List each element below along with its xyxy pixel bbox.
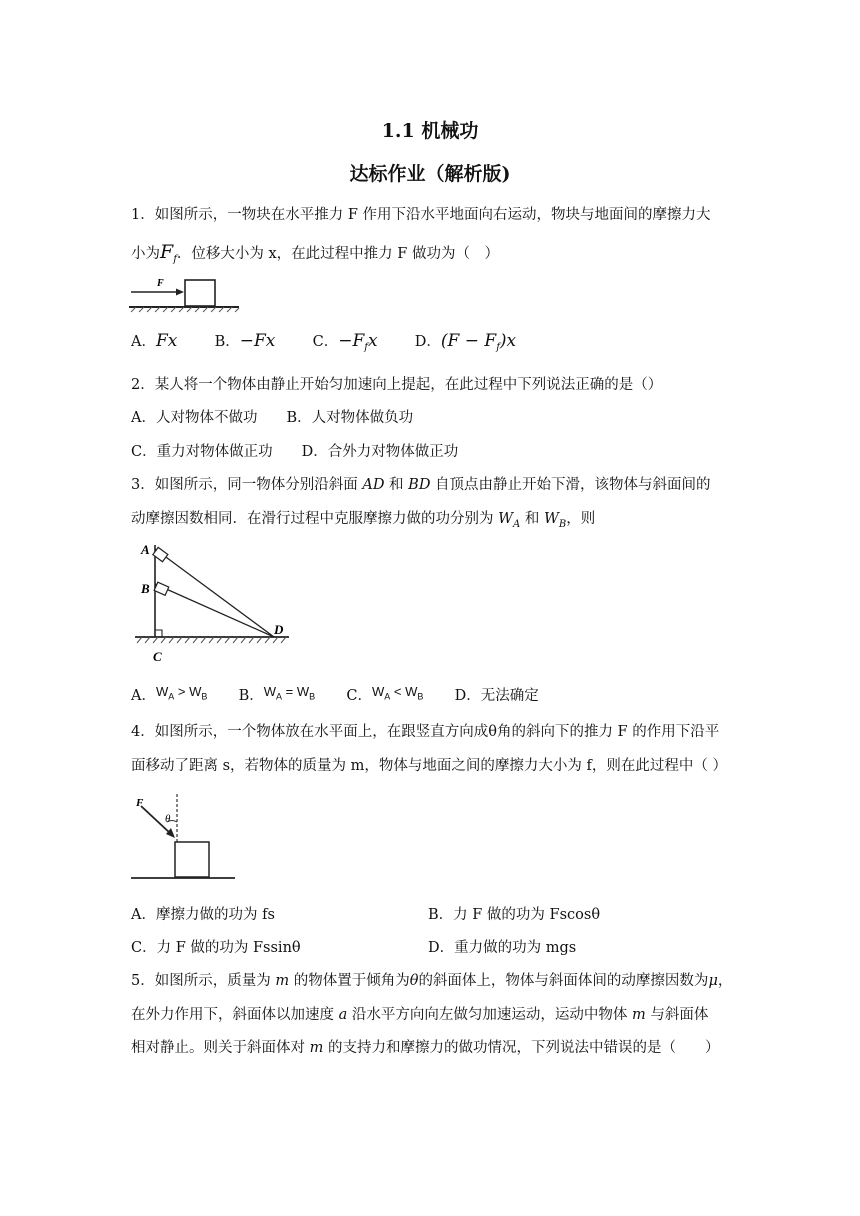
q5-stem-line3: 相对静止。则关于斜面体对 m 的支持力和摩擦力的做功情况，下列说法中错误的是（ ）: [131, 1040, 720, 1056]
q1-option-d[interactable]: D．$(F - F_f)x$: [414, 331, 517, 353]
q4-stem-line2: 面移动了距离 s，若物体的质量为 m，物体与地面之间的摩擦力大小为 f，则在此过程中（ ）: [131, 758, 727, 774]
q3-option-c[interactable]: C．$W_A < W_B$: [346, 684, 424, 704]
q1-option-a[interactable]: A．Fx: [131, 331, 178, 351]
q3-figure: [129, 535, 294, 665]
q4-option-c[interactable]: C．力 F 做的功为 Fssinθ: [131, 940, 301, 956]
q1-stem-line1: 1．如图所示，一物块在水平推力 F 作用下沿水平地面向右运动，物块与地面间的摩擦力大: [131, 207, 711, 223]
q4-stem-line1: 4．如图所示，一个物体放在水平面上，在跟竖直方向成θ角的斜向下的推力 F 的作用下沿平: [131, 724, 720, 740]
ground-hatch: [137, 637, 286, 643]
block-on-bd: [154, 582, 169, 595]
q3-stem-line2: 动摩擦因数相同．在滑行过程中克服摩擦力做的功分别为 $W_A$ 和 $W_B$，则: [131, 511, 596, 530]
q2-options-row1[interactable]: A．人对物体不做功 B．人对物体做负功: [131, 410, 414, 426]
q3-stem-line1: 3．如图所示，同一物体分别沿斜面 AD 和 BD 自顶点由静止开始下滑，该物体与斜面间的: [131, 477, 711, 493]
q3-options: [131, 684, 539, 706]
label-d: D: [274, 622, 284, 637]
label-a: A: [141, 542, 150, 557]
q3-option-d[interactable]: D．无法确定: [454, 688, 539, 704]
q2-stem: 2．某人将一个物体由静止开始匀加速向上提起，在此过程中下列说法正确的是（）: [131, 377, 663, 393]
q3-option-b[interactable]: B．$W_A = W_B$: [238, 684, 316, 704]
q2-options-row2[interactable]: C．重力对物体做正功 D．合外力对物体做正功: [131, 444, 459, 460]
force-label: F: [157, 278, 164, 289]
q5-stem-line1: 5．如图所示，质量为 m 的物体置于倾角为θ的斜面体上，物体与斜面体间的动摩擦因数为μ，: [131, 973, 733, 989]
q1-options: [131, 330, 516, 353]
theta-label: θ: [165, 813, 171, 825]
block: [185, 280, 215, 306]
page-subtitle: 达标作业（解析版): [349, 163, 511, 185]
label-b: B: [141, 581, 150, 596]
q4-option-b[interactable]: B．力 F 做的功为 Fscosθ: [428, 907, 601, 923]
q1-figure: [127, 275, 242, 313]
right-angle-mark: [155, 630, 162, 637]
force-arrowhead: [176, 289, 184, 296]
q4-option-d[interactable]: D．重力做的功为 mgs: [428, 940, 577, 956]
incline-ad: [155, 549, 274, 637]
q1-option-c[interactable]: C．$-F_fx$: [312, 331, 378, 353]
block: [175, 842, 209, 877]
incline-bd: [155, 584, 274, 637]
q4-figure: [129, 792, 239, 882]
q3-option-a[interactable]: A．$W_A > W_B$: [131, 684, 208, 704]
q4-option-a[interactable]: A．摩擦力做的功为 fs: [131, 907, 275, 923]
q1-stem-line2: 小为$F_f$．位移大小为 x，在此过程中推力 F 做功为（ ）: [131, 241, 499, 265]
page-title: 1.1 机械功: [381, 120, 479, 142]
q5-stem-line2: 在外力作用下，斜面体以加速度 a 沿水平方向向左做匀加速运动，运动中物体 m 与斜面体: [131, 1007, 709, 1023]
force-label: F: [136, 797, 144, 809]
q1-option-b[interactable]: B．−Fx: [214, 331, 276, 351]
label-c: C: [153, 649, 162, 664]
